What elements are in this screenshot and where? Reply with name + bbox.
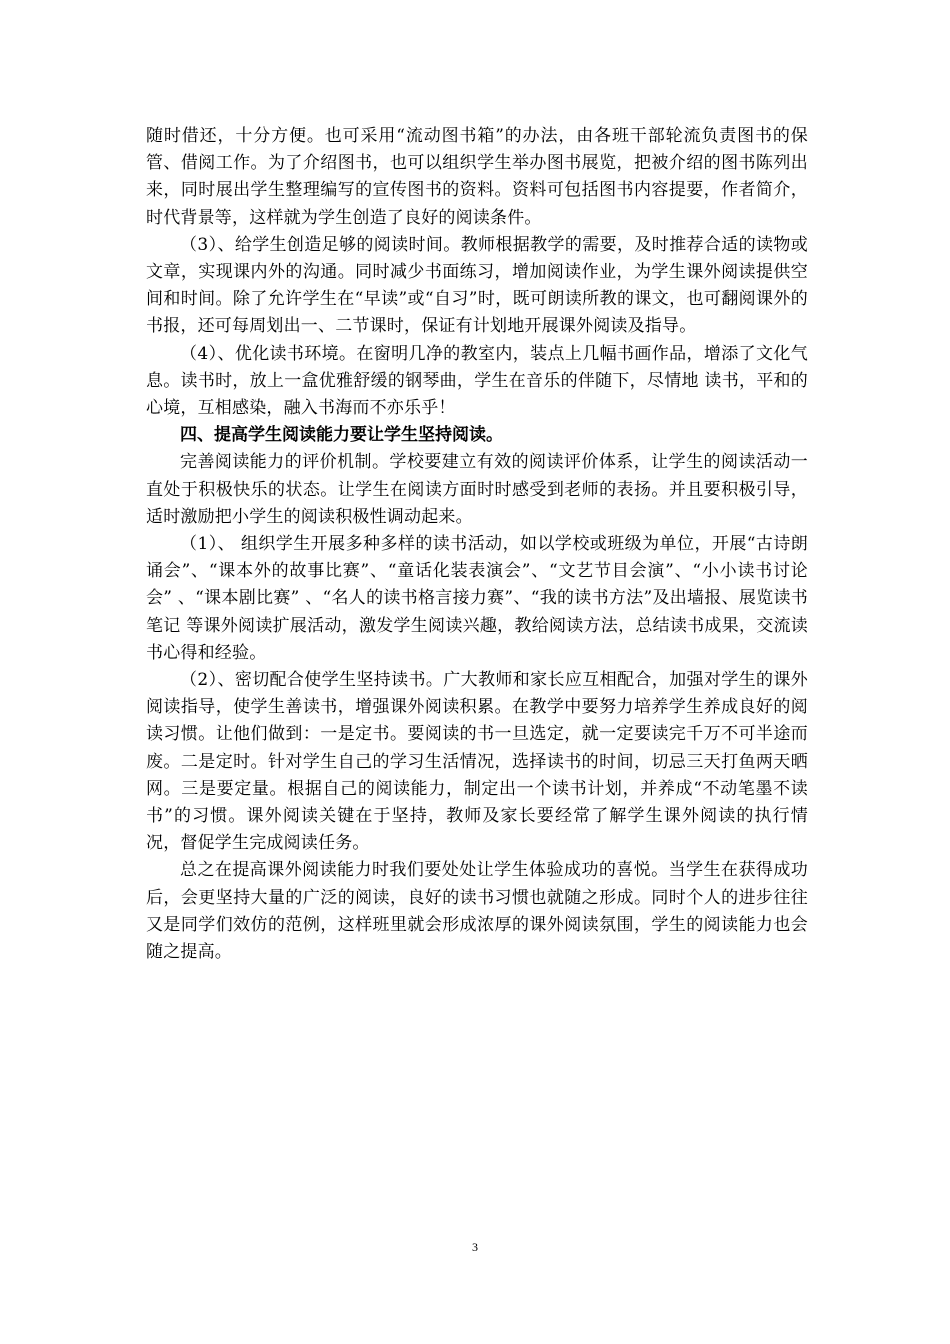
section-heading-four: 四、提高学生阅读能力要让学生坚持阅读。 [180, 425, 503, 446]
paragraph-reading-environment: （4）、优化读书环境。在窗明几净的教室内，装点上几幅书画作品，增添了文化气息。读书时，放上一盒优雅舒缓的钢琴曲，学生在音乐的伴随下，尽情地 读书，平和的心境，互相感染，融入书海而不亦乐乎！ [146, 343, 808, 419]
page-number: 3 [472, 1240, 478, 1254]
paragraph-evaluation-mechanism: 完善阅读能力的评价机制。学校要建立有效的阅读评价体系，让学生的阅读活动一直处于积极快乐的状态。让学生在阅读方面时时感受到老师的表扬。并且要积极引导，适时激励把小学生的阅读积极性调动起来。 [146, 452, 808, 527]
paragraph-continuation: 随时借还，十分方便。也可采用“流动图书箱”的办法，由各班干部轮流负责图书的保管、借阅工作。为了介绍图书，也可以组织学生举办图书展览，把被介绍的图书陈列出来，同时展出学生整理编写的宣传图书的资料。资料可包括图书内容提要，作者简介，时代背景等，这样就为学生创造了良好的阅读条件。 [146, 126, 808, 228]
document-body [146, 123, 808, 966]
paragraph-conclusion: 总之在提高课外阅读能力时我们要处处让学生体验成功的喜悦。当学生在获得成功后，会更坚持大量的广泛的阅读，良好的读书习惯也就随之形成。同时个人的进步往往又是同学们效仿的范例，这样班里就会形成浓厚的课外阅读氛围，学生的阅读能力也会随之提高。 [146, 860, 808, 963]
paragraph-reading-time: （3）、给学生创造足够的阅读时间。教师根据教学的需要，及时推荐合适的读物或文章，实现课内外的沟通。同时减少书面练习，增加阅读作业，为学生课外阅读提供空间和时间。除了允许学生在“早读”或“自习”时，既可朗读所教的课文，也可翻阅课外的书报，还可每周划出一、二节课时，保证有计划地开展课外阅读及指导。 [146, 234, 808, 337]
paragraph-reading-activities: （1）、 组织学生开展多种多样的读书活动，如以学校或班级为单位，开展“古诗朗诵会”、“课本外的故事比赛”、“童话化装表演会”、“文艺节目会演”、“小小读书讨论会” 、“课本剧比赛” 、“名人的读书格言接力赛”、“我的读书方法”及出墙报、展览读书笔记 等课外阅读扩展活动，激发学生阅读兴趣，教给阅读方法，总结读书成果，交流读书心得和经验。 [146, 534, 808, 663]
paragraph-persist-reading: （2）、密切配合使学生坚持读书。广大教师和家长应互相配合，加强对学生的课外阅读指导，使学生善读书，增强课外阅读积累。在教学中要努力培养学生养成良好的阅读习惯。让他们做到：一是定书。要阅读的书一旦选定，就一定要读完千万不可半途而废。二是定时。针对学生自己的学习生活情况，选择读书的时间，切忌三天打鱼两天晒网。三是要定量。根据自己的阅读能力，制定出一个读书计划，并养成“不动笔墨不读书”的习惯。课外阅读关键在于坚持，教师及家长要经常了解学生课外阅读的执行情况，督促学生完成阅读任务。 [146, 670, 808, 854]
